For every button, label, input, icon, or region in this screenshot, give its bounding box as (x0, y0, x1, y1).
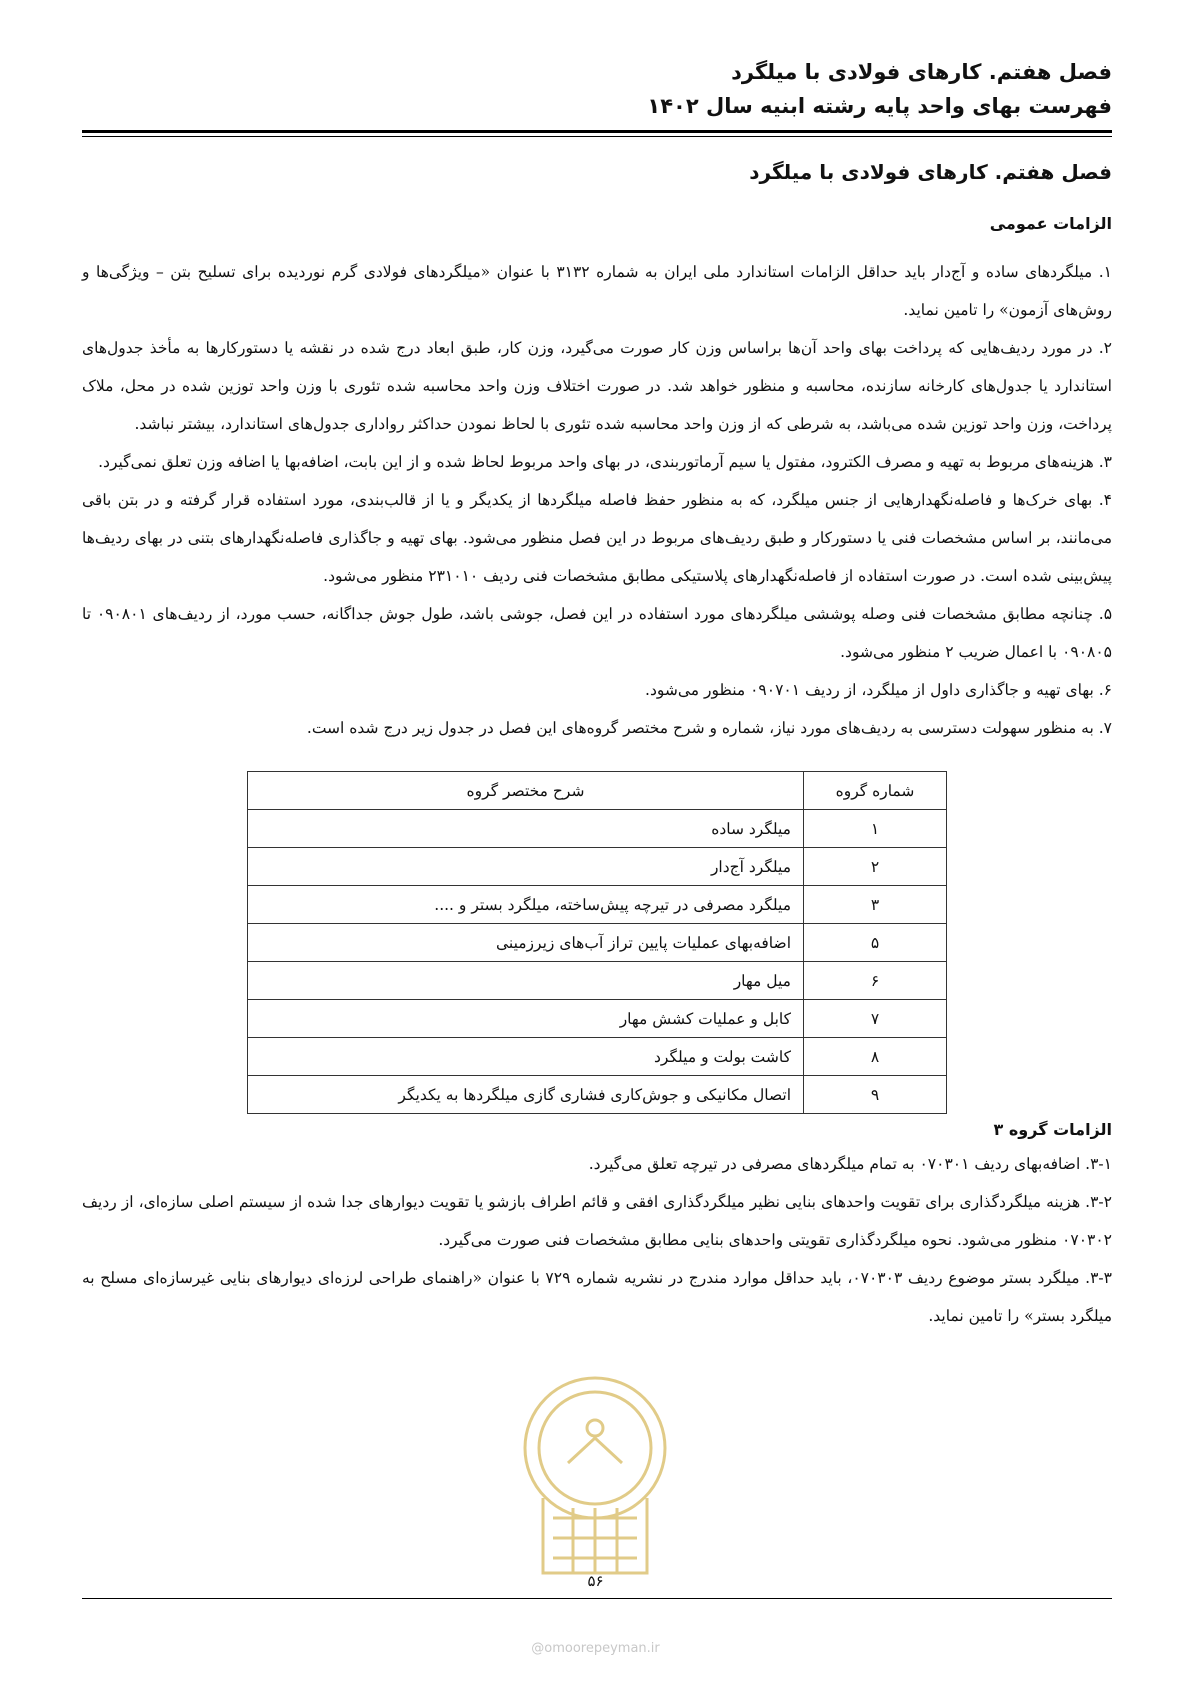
group-description-cell: اضافه‌بهای عملیات پایین تراز آب‌های زیرزمینی (248, 924, 804, 962)
group-number-cell: ۳ (804, 886, 947, 924)
header-price-list-title: فهرست بهای واحد پایه رشته ابنیه سال ۱۴۰۲ (647, 94, 1112, 118)
group-number-cell: ۸ (804, 1038, 947, 1076)
group-number-cell: ۱ (804, 810, 947, 848)
chapter-title: فصل هفتم. کارهای فولادی با میلگرد (749, 160, 1112, 184)
seal-watermark-icon (498, 1368, 692, 1588)
general-requirements-heading: الزامات عمومی (989, 214, 1112, 233)
group-description-cell: میلگرد آج‌دار (248, 848, 804, 886)
page-number: ۵۶ (587, 1572, 604, 1590)
main-content (82, 160, 1112, 1335)
column-header-group-number: شماره گروه (804, 772, 947, 810)
table-header-row (248, 772, 947, 810)
table-row (248, 1038, 947, 1076)
general-item-5: ۵. چنانچه مطابق مشخصات فنی وصله پوششی میلگردهای مورد استفاده در این فصل، جوشی باشد، طول جوش جداگانه، حسب مورد، از ردیف‌های ۰۹۰۸۰۱ تا ۰۹۰۸۰۵ با اعمال ضریب ۲ منظور می‌شود. (82, 605, 1113, 661)
group-number-cell: ۶ (804, 962, 947, 1000)
general-item-1: ۱. میلگردهای ساده و آج‌دار باید حداقل الزامات استاندارد ملی ایران به شماره ۳۱۳۲ با عنوان «میلگردهای فولادی گرم نوردیده برای تسلیح بتن – ویژگی‌ها و روش‌های آزمون» را تامین نماید. (82, 263, 1112, 319)
table-row (248, 848, 947, 886)
table-row (248, 886, 947, 924)
group-description-cell: کاشت بولت و میلگرد (248, 1038, 804, 1076)
table-row (248, 1076, 947, 1114)
column-header-group-description: شرح مختصر گروه (248, 772, 804, 810)
group-description-cell: اتصال مکانیکی و جوش‌کاری فشاری گازی میلگردها به یکدیگر (248, 1076, 804, 1114)
table-row (248, 810, 947, 848)
groups-table-wrapper (82, 771, 1112, 1114)
group-number-cell: ۷ (804, 1000, 947, 1038)
table-row (248, 924, 947, 962)
general-item-6: ۶. بهای تهیه و جاگذاری داول از میلگرد، از ردیف ۰۹۰۷۰۱ منظور می‌شود. (645, 681, 1112, 699)
table-row (248, 962, 947, 1000)
group-number-cell: ۵ (804, 924, 947, 962)
group-number-cell: ۲ (804, 848, 947, 886)
group-description-cell: کابل و عملیات کشش مهار (248, 1000, 804, 1038)
general-item-4: ۴. بهای خرک‌ها و فاصله‌نگهدارهایی از جنس میلگرد، که به منظور حفظ فاصله میلگردها از یکدیگر و یا از قالب‌بندی، مورد استفاده قرار گرفته و در بتن باقی می‌مانند، بر اساس مشخصات فنی یا دستورکار و طبق ردیف‌های مربوط در این فصل منظور می‌شود. بهای تهیه و جاگذاری فاصله‌نگهدارهای بتنی در بهای ردیف‌ها پیش‌بینی شده است. در صورت استفاده از فاصله‌نگهدارهای پلاستیکی مطابق مشخصات فنی ردیف ۲۳۱۰۱۰ منظور می‌شود. (82, 491, 1112, 585)
general-item-3: ۳. هزینه‌های مربوط به تهیه و مصرف الکترود، مفتول یا سیم آرماتوربندی، در بهای واحد مربوط لحاظ شده و از این بابت، اضافه‌بها یا اضافه وزن تعلق نمی‌گیرد. (98, 453, 1112, 471)
group-3-item-1: ۳-۱. اضافه‌بهای ردیف ۰۷۰۳۰۱ به تمام میلگردهای مصرفی در تیرچه تعلق می‌گیرد. (588, 1155, 1112, 1173)
general-item-2: ۲. در مورد ردیف‌هایی که پرداخت بهای واحد آن‌ها براساس وزن کار صورت می‌گیرد، وزن کار، طبق ابعاد درج شده در نقشه یا دستورکارها به مأخذ جدول‌های استاندارد یا جدول‌های کارخانه سازنده، محاسبه و منظور خواهد شد. در صورت اختلاف وزن واحد محاسبه شده تئوری با وزن واحد توزین شده در محل، ملاک پرداخت، وزن واحد توزین شده می‌باشد، به شرطی که از وزن واحد محاسبه شده تئوری با لحاظ نمودن حداکثر رواداری جدول‌های استاندارد، بیشتر نباشد. (82, 339, 1112, 433)
page-header (82, 56, 1112, 122)
table-row (248, 1000, 947, 1038)
group-description-cell: میلگرد ساده (248, 810, 804, 848)
footer-rule (82, 1598, 1112, 1599)
group-3-item-3: ۳-۳. میلگرد بستر موضوع ردیف ۰۷۰۳۰۳، باید حداقل موارد مندرج در نشریه شماره ۷۲۹ با عنوان «راهنمای طراحی لرزه‌ای دیوارهای بنایی غیرسازه‌ای مسلح به میلگرد بستر» را تامین نماید. (82, 1269, 1112, 1325)
header-rule-thick (82, 130, 1112, 133)
footer-site-url: @omoorepeyman.ir (531, 1641, 660, 1656)
group-3-item-2: ۳-۲. هزینه میلگردگذاری برای تقویت واحدهای بنایی نظیر میلگردگذاری افقی و قائم اطراف بازشو یا تقویت دیوارهای جدا شده از سیستم اصلی سازه‌ای، از ردیف ۰۷۰۳۰۲ منظور می‌شود. نحوه میلگردگذاری تقویتی واحدهای بنایی مطابق مشخصات فنی صورت می‌گیرد. (82, 1193, 1112, 1249)
group-description-cell: میلگرد مصرفی در تیرچه پیش‌ساخته، میلگرد بستر و .... (248, 886, 804, 924)
group-number-cell: ۹ (804, 1076, 947, 1114)
groups-table (247, 771, 947, 1114)
group-description-cell: میل مهار (248, 962, 804, 1000)
general-item-7: ۷. به منظور سهولت دسترسی به ردیف‌های مورد نیاز، شماره و شرح مختصر گروه‌های این فصل در جدول زیر درج شده است. (306, 719, 1112, 737)
header-rule-thin (82, 136, 1112, 137)
group-3-requirements-heading: الزامات گروه ۳ (993, 1120, 1112, 1139)
header-chapter-title: فصل هفتم. کارهای فولادی با میلگرد (731, 60, 1112, 84)
